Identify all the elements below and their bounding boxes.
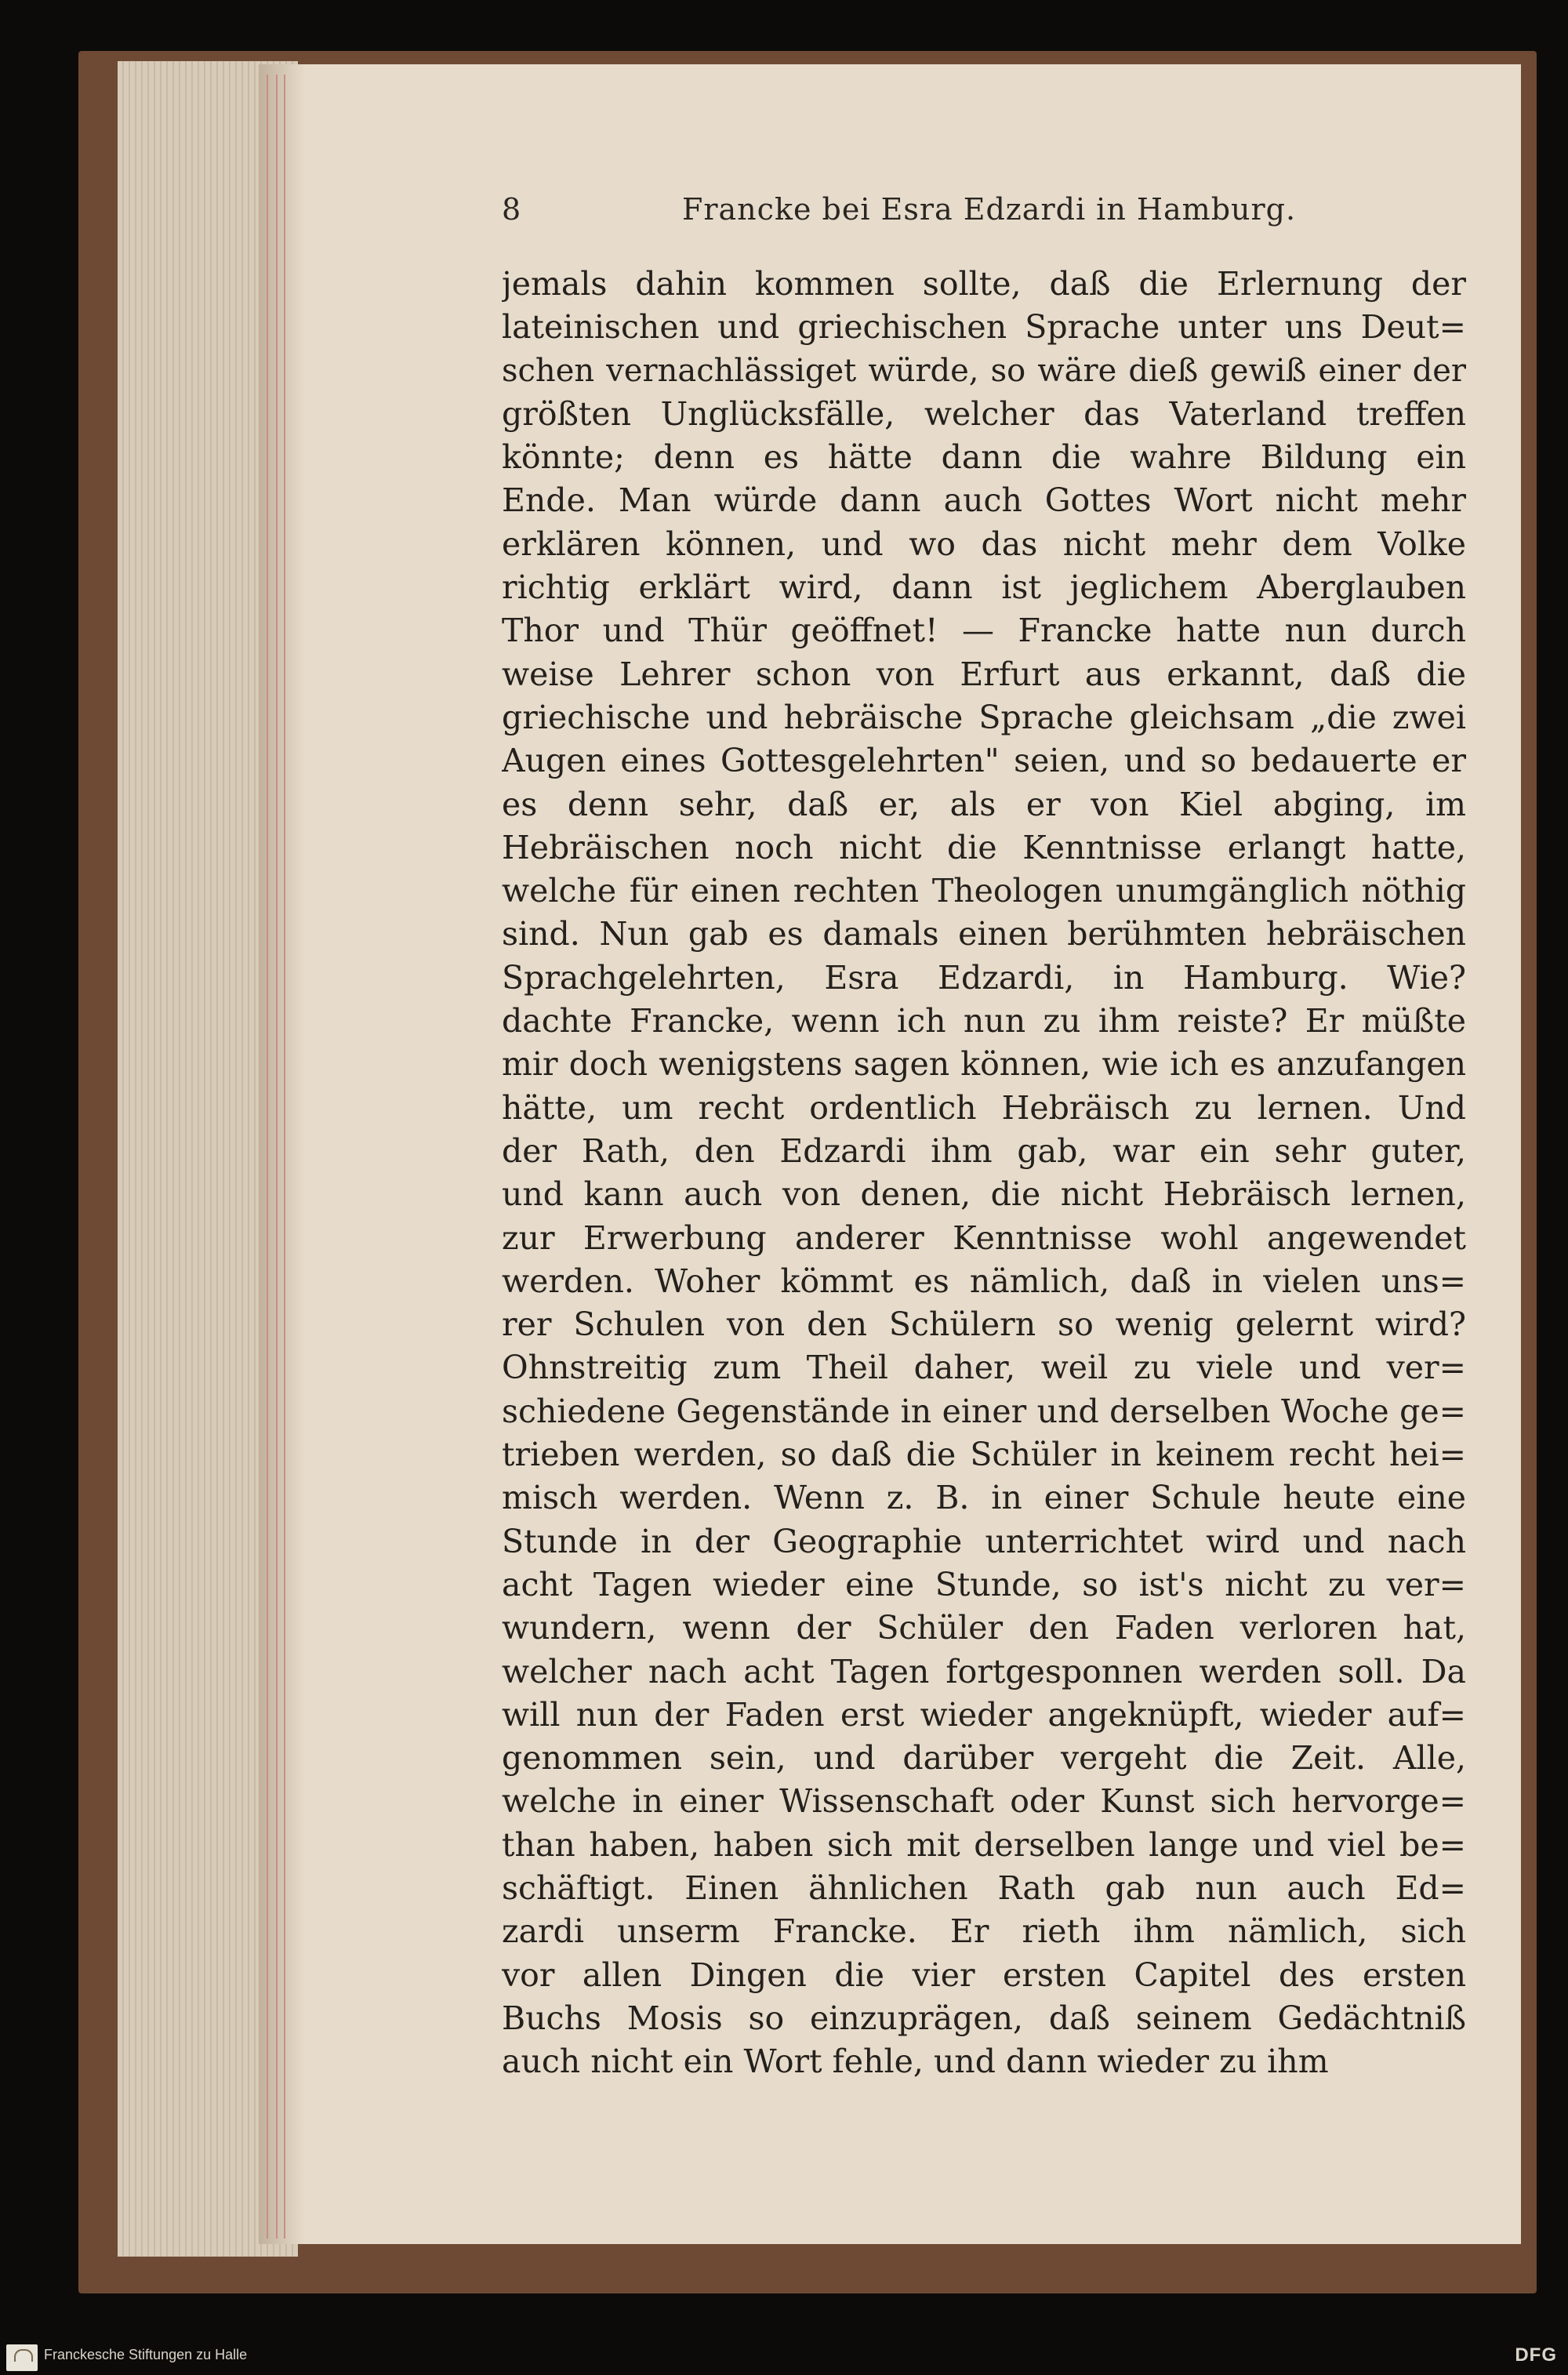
gutter-rule bbox=[284, 74, 285, 2239]
text-line: will nun der Faden erst wieder angeknüpft, wieder auf= bbox=[502, 1695, 1466, 1734]
text-line: auch nicht ein Wort fehle, und dann wieder zu ihm bbox=[502, 2043, 1329, 2081]
text-line: genommen sein, und darüber vergeht die Zeit. Alle, bbox=[502, 1739, 1466, 1778]
text-line: welche in einer Wissenschaft oder Kunst sich hervorge= bbox=[502, 1782, 1466, 1821]
text-line: Sprachgelehrten, Esra Edzardi, in Hamburg. Wie? bbox=[502, 958, 1466, 997]
text-line: lateinischen und griechischen Sprache unter uns Deut= bbox=[502, 308, 1466, 347]
text-line: wundern, wenn der Schüler den Faden verloren hat, bbox=[502, 1609, 1466, 1647]
text-line: Ohnstreitig zum Theil daher, weil zu viele und ver= bbox=[502, 1349, 1466, 1387]
page-number: 8 bbox=[502, 192, 521, 227]
funder-logo: DFG bbox=[1515, 2344, 1557, 2366]
text-line: es denn sehr, daß er, als er von Kiel abging, im bbox=[502, 785, 1466, 823]
text-line: Thor und Thür geöffnet! — Francke hatte nun durch bbox=[502, 612, 1466, 650]
text-line: schäftigt. Einen ähnlichen Rath gab nun auch Ed= bbox=[502, 1868, 1466, 1907]
text-line: welcher nach acht Tagen fortgesponnen werden soll. Da bbox=[502, 1652, 1466, 1690]
body-text bbox=[502, 263, 1466, 2083]
text-line: than haben, haben sich mit derselben lange und viel be= bbox=[502, 1825, 1466, 1864]
logo-arch-icon bbox=[14, 2349, 33, 2362]
running-head-title: Francke bei Esra Edzardi in Hamburg. bbox=[682, 192, 1297, 227]
text-line: schen vernachlässiget würde, so wäre dieß gewiß einer der bbox=[502, 352, 1466, 389]
gutter-shadow bbox=[259, 64, 306, 2244]
text-line: mir doch wenigstens sagen können, wie ich es anzufangen bbox=[502, 1045, 1466, 1084]
text-line: dachte Francke, wenn ich nun zu ihm reiste? Er müßte bbox=[502, 1002, 1466, 1040]
footer-credit: Franckesche Stiftungen zu Halle bbox=[44, 2347, 248, 2362]
text-line: griechische und hebräische Sprache gleichsam „die zwei bbox=[502, 698, 1466, 736]
text-line: könnte; denn es hätte dann die wahre Bildung ein bbox=[502, 438, 1466, 477]
text-line: größten Unglücksfälle, welcher das Vaterland treffen bbox=[502, 394, 1466, 433]
text-line: vor allen Dingen die vier ersten Capitel des ersten bbox=[502, 1956, 1466, 1994]
text-line: Hebräischen noch nicht die Kenntnisse erlangt hatte, bbox=[502, 828, 1466, 866]
institution-logo-icon bbox=[6, 2344, 38, 2371]
text-line: acht Tagen wieder eine Stunde, so ist's nicht zu ver= bbox=[502, 1565, 1466, 1603]
running-head bbox=[502, 192, 1466, 239]
gutter-rule bbox=[267, 74, 268, 2239]
text-line: der Rath, den Edzardi ihm gab, war ein sehr guter, bbox=[502, 1131, 1466, 1170]
text-line: erklären können, und wo das nicht mehr dem Volke bbox=[502, 525, 1466, 563]
text-line: jemals dahin kommen sollte, daß die Erlernung der bbox=[502, 265, 1466, 303]
text-line: misch werden. Wenn z. B. in einer Schule heute eine bbox=[502, 1479, 1466, 1517]
text-line: zur Erwerbung anderer Kenntnisse wohl angewendet bbox=[502, 1218, 1466, 1257]
text-line: welche für einen rechten Theologen unumgänglich nöthig bbox=[502, 872, 1466, 910]
text-line: schiedene Gegenstände in einer und derselben Woche ge= bbox=[502, 1392, 1466, 1430]
gutter-rule bbox=[276, 74, 278, 2239]
text-line: Buchs Mosis so einzuprägen, daß seinem Gedächtniß bbox=[502, 1999, 1466, 2037]
text-line: sind. Nun gab es damals einen berühmten hebräischen bbox=[502, 915, 1466, 953]
text-line: richtig erklärt wird, dann ist jeglichem Aberglauben bbox=[502, 568, 1466, 607]
text-line: weise Lehrer schon von Erfurt aus erkannt, daß die bbox=[502, 655, 1466, 693]
text-line: hätte, um recht ordentlich Hebräisch zu lernen. Und bbox=[502, 1088, 1466, 1127]
text-line: trieben werden, so daß die Schüler in keinem recht hei= bbox=[502, 1436, 1466, 1474]
text-line: Stunde in der Geographie unterrichtet wird und nach bbox=[502, 1522, 1466, 1560]
text-line: zardi unserm Francke. Er rieth ihm nämlich, sich bbox=[502, 1912, 1466, 1951]
text-line: werden. Woher kömmt es nämlich, daß in vielen uns= bbox=[502, 1262, 1466, 1300]
text-line: und kann auch von denen, die nicht Hebräisch lernen, bbox=[502, 1175, 1466, 1214]
text-line: Ende. Man würde dann auch Gottes Wort nicht mehr bbox=[502, 481, 1466, 520]
text-line: Augen eines Gottesgelehrten" seien, und so bedauerte er bbox=[502, 742, 1466, 780]
text-line: rer Schulen von den Schülern so wenig gelernt wird? bbox=[502, 1306, 1466, 1344]
